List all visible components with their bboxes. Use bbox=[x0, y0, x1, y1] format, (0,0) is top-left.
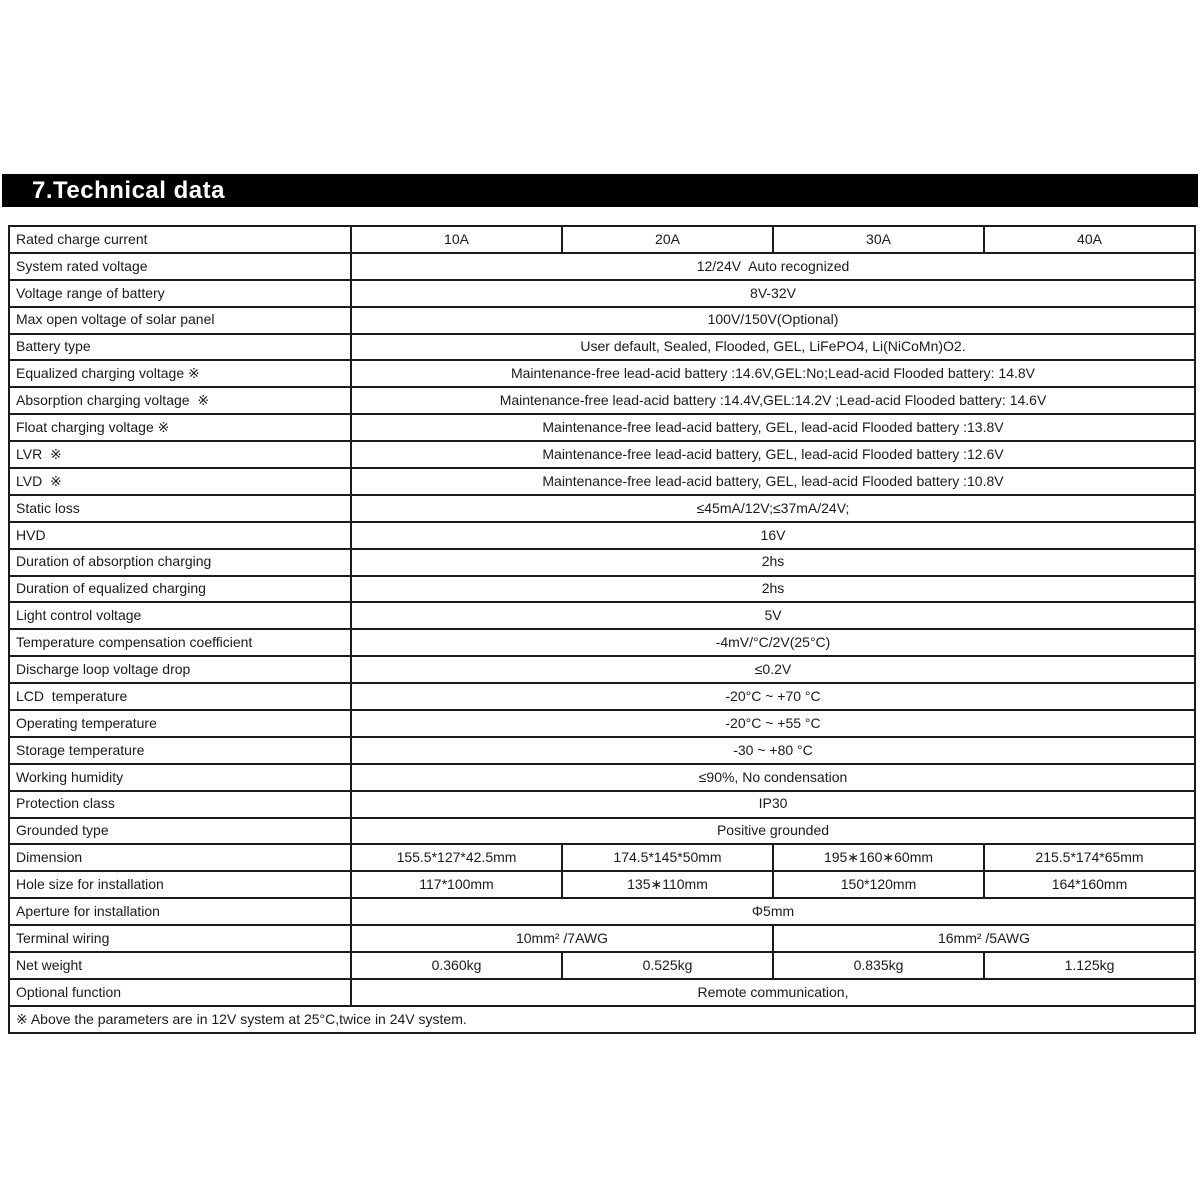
row-label: Absorption charging voltage ※ bbox=[9, 387, 351, 414]
row-value: 12/24V Auto recognized bbox=[351, 253, 1195, 280]
row-label: Duration of equalized charging bbox=[9, 576, 351, 603]
table-row bbox=[9, 764, 1195, 791]
table-row bbox=[9, 387, 1195, 414]
row-value: 16V bbox=[351, 522, 1195, 549]
table-row bbox=[9, 898, 1195, 925]
row-value: -30 ~ +80 °C bbox=[351, 737, 1195, 764]
row-value: 135∗110mm bbox=[562, 871, 773, 898]
row-value: 215.5*174*65mm bbox=[984, 844, 1195, 871]
row-value: 150*120mm bbox=[773, 871, 984, 898]
row-label: LVD ※ bbox=[9, 468, 351, 495]
row-value: Positive grounded bbox=[351, 818, 1195, 845]
table-row bbox=[9, 307, 1195, 334]
row-value: -20°C ~ +55 °C bbox=[351, 710, 1195, 737]
row-label: System rated voltage bbox=[9, 253, 351, 280]
row-value: 2hs bbox=[351, 549, 1195, 576]
row-label: Terminal wiring bbox=[9, 925, 351, 952]
row-value: 20A bbox=[562, 226, 773, 253]
section-title: 7.Technical data bbox=[2, 174, 1198, 207]
table-row bbox=[9, 468, 1195, 495]
table-row bbox=[9, 602, 1195, 629]
row-label: Hole size for installation bbox=[9, 871, 351, 898]
table-row bbox=[9, 952, 1195, 979]
row-value: 5V bbox=[351, 602, 1195, 629]
table-row bbox=[9, 576, 1195, 603]
row-label: Temperature compensation coefficient bbox=[9, 629, 351, 656]
row-label: Storage temperature bbox=[9, 737, 351, 764]
row-label: Working humidity bbox=[9, 764, 351, 791]
table-row bbox=[9, 280, 1195, 307]
row-value: 117*100mm bbox=[351, 871, 562, 898]
row-label: Dimension bbox=[9, 844, 351, 871]
row-label: Protection class bbox=[9, 791, 351, 818]
row-value: ≤90%, No condensation bbox=[351, 764, 1195, 791]
row-value: 10mm² /7AWG bbox=[351, 925, 773, 952]
row-label: Static loss bbox=[9, 495, 351, 522]
row-label: Equalized charging voltage ※ bbox=[9, 360, 351, 387]
row-value: 0.835kg bbox=[773, 952, 984, 979]
row-value: 174.5*145*50mm bbox=[562, 844, 773, 871]
row-value: Maintenance-free lead-acid battery :14.4V,GEL:14.2V ;Lead-acid Flooded battery: 14.6V bbox=[351, 387, 1195, 414]
table-row bbox=[9, 710, 1195, 737]
row-value: 10A bbox=[351, 226, 562, 253]
technical-data-table-wrap bbox=[8, 225, 1194, 1034]
row-label: HVD bbox=[9, 522, 351, 549]
table-row bbox=[9, 683, 1195, 710]
row-value: 16mm² /5AWG bbox=[773, 925, 1195, 952]
row-label: Aperture for installation bbox=[9, 898, 351, 925]
row-value: ≤45mA/12V;≤37mA/24V; bbox=[351, 495, 1195, 522]
table-row bbox=[9, 844, 1195, 871]
row-label: Operating temperature bbox=[9, 710, 351, 737]
row-value: 164*160mm bbox=[984, 871, 1195, 898]
table-footnote: ※ Above the parameters are in 12V system at 25°C,twice in 24V system. bbox=[9, 1006, 1195, 1033]
row-label: Optional function bbox=[9, 979, 351, 1006]
row-label: Net weight bbox=[9, 952, 351, 979]
row-value: 0.525kg bbox=[562, 952, 773, 979]
row-value: Φ5mm bbox=[351, 898, 1195, 925]
row-value: Maintenance-free lead-acid battery, GEL, lead-acid Flooded battery :10.8V bbox=[351, 468, 1195, 495]
row-label: Duration of absorption charging bbox=[9, 549, 351, 576]
table-row bbox=[9, 979, 1195, 1006]
row-label: Rated charge current bbox=[9, 226, 351, 253]
row-value: 8V-32V bbox=[351, 280, 1195, 307]
table-row bbox=[9, 253, 1195, 280]
table-row bbox=[9, 629, 1195, 656]
row-label: Max open voltage of solar panel bbox=[9, 307, 351, 334]
table-row bbox=[9, 522, 1195, 549]
row-label: Float charging voltage ※ bbox=[9, 414, 351, 441]
row-value: Remote communication, bbox=[351, 979, 1195, 1006]
technical-data-table bbox=[8, 225, 1196, 1034]
table-row bbox=[9, 334, 1195, 361]
row-value: -4mV/°C/2V(25°C) bbox=[351, 629, 1195, 656]
row-value: Maintenance-free lead-acid battery, GEL, lead-acid Flooded battery :13.8V bbox=[351, 414, 1195, 441]
spec-table-body bbox=[9, 226, 1195, 1033]
table-row bbox=[9, 495, 1195, 522]
table-row bbox=[9, 656, 1195, 683]
row-label: LCD temperature bbox=[9, 683, 351, 710]
row-value: 30A bbox=[773, 226, 984, 253]
table-row bbox=[9, 871, 1195, 898]
row-value: 100V/150V(Optional) bbox=[351, 307, 1195, 334]
table-row bbox=[9, 414, 1195, 441]
row-label: Voltage range of battery bbox=[9, 280, 351, 307]
row-value: 195∗160∗60mm bbox=[773, 844, 984, 871]
row-value: User default, Sealed, Flooded, GEL, LiFePO4, Li(NiCoMn)O2. bbox=[351, 334, 1195, 361]
row-label: Discharge loop voltage drop bbox=[9, 656, 351, 683]
row-value: 0.360kg bbox=[351, 952, 562, 979]
row-value: 2hs bbox=[351, 576, 1195, 603]
table-row bbox=[9, 549, 1195, 576]
row-label: Grounded type bbox=[9, 818, 351, 845]
table-row bbox=[9, 737, 1195, 764]
row-value: 40A bbox=[984, 226, 1195, 253]
table-row bbox=[9, 925, 1195, 952]
row-value: 1.125kg bbox=[984, 952, 1195, 979]
table-row bbox=[9, 441, 1195, 468]
row-label: LVR ※ bbox=[9, 441, 351, 468]
row-value: -20°C ~ +70 °C bbox=[351, 683, 1195, 710]
row-value: Maintenance-free lead-acid battery, GEL, lead-acid Flooded battery :12.6V bbox=[351, 441, 1195, 468]
row-value: ≤0.2V bbox=[351, 656, 1195, 683]
row-label: Battery type bbox=[9, 334, 351, 361]
row-value: 155.5*127*42.5mm bbox=[351, 844, 562, 871]
table-row bbox=[9, 818, 1195, 845]
row-value: Maintenance-free lead-acid battery :14.6V,GEL:No;Lead-acid Flooded battery: 14.8V bbox=[351, 360, 1195, 387]
row-value: IP30 bbox=[351, 791, 1195, 818]
table-row bbox=[9, 360, 1195, 387]
table-row bbox=[9, 226, 1195, 253]
row-label: Light control voltage bbox=[9, 602, 351, 629]
table-row bbox=[9, 791, 1195, 818]
table-footnote-row bbox=[9, 1006, 1195, 1033]
